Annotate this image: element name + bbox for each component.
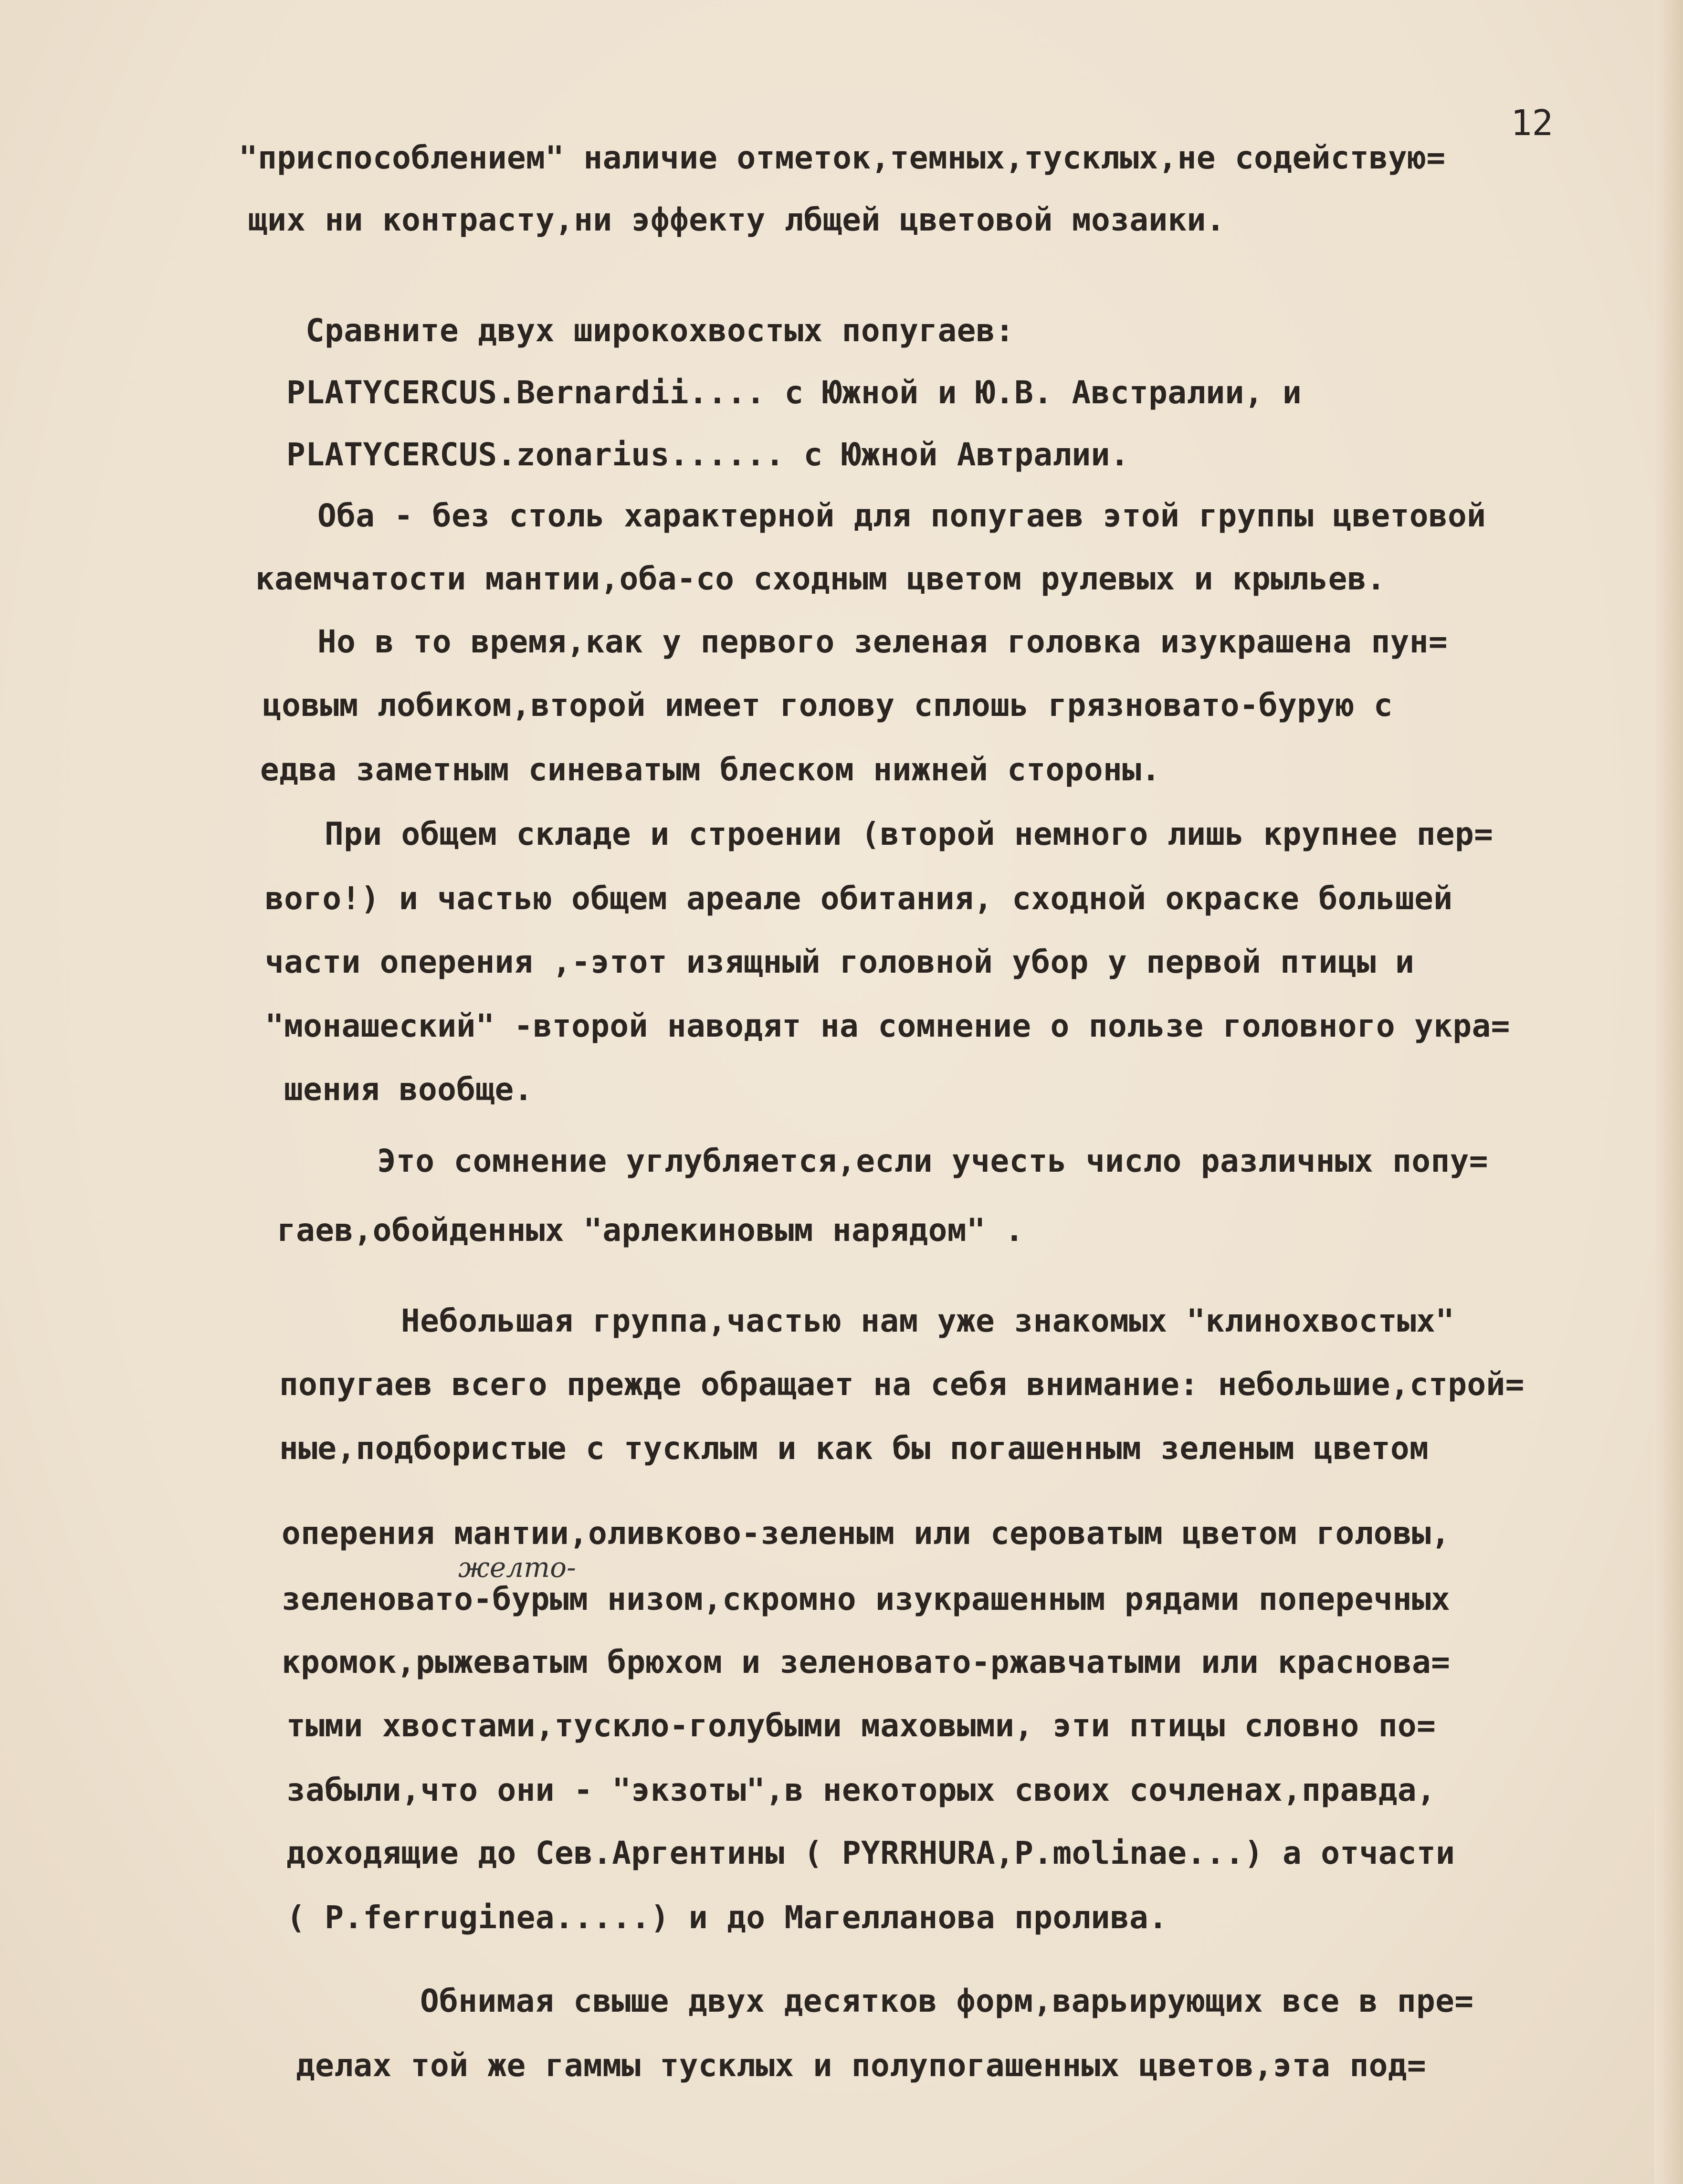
- text-line: ( P.ferruginea.....) и до Магелланова пролива.: [286, 1899, 1168, 1936]
- text-line: кромок,рыжеватым брюхом и зеленовато-ржавчатыми или краснова=: [282, 1644, 1451, 1680]
- text-line: каемчатости мантии,оба-со сходным цветом рулевых и крыльев.: [255, 560, 1386, 597]
- text-line: доходящие до Сев.Аргентины ( PYRRHURA,P.molinae...) а отчасти: [286, 1835, 1455, 1871]
- paper-edge: [1654, 0, 1683, 2184]
- text-line: Обнимая свыше двух десятков форм,варьирующих все в пре=: [420, 1983, 1474, 2019]
- text-line: части оперения ,-этот изящный головной убор у первой птицы и: [265, 944, 1415, 980]
- text-line: Оба - без столь характерной для попугаев этой группы цветовой: [317, 497, 1486, 534]
- text-line: "монашеский" -второй наводят на сомнение о пользе головного укра=: [265, 1008, 1510, 1044]
- text-line: щих ни контрасту,ни эффекту лбщей цветовой мозаики.: [248, 201, 1225, 238]
- text-line: Небольшая группа,частью нам уже знакомых "клинохвостых": [401, 1302, 1455, 1339]
- text-line: тыми хвостами,тускло-голубыми маховыми, эти птицы словно по=: [286, 1707, 1436, 1744]
- text-line: "приспособлением" наличие отметок,темных,тусклых,не содействую=: [239, 139, 1446, 176]
- text-line: шения вообще.: [284, 1071, 533, 1108]
- text-line: забыли,что они - "экзоты",в некоторых своих сочленах,правда,: [286, 1772, 1436, 1808]
- text-line: вого!) и частью общем ареале обитания, сходной окраске большей: [265, 880, 1453, 917]
- text-line: гаев,обойденных "арлекиновым нарядом" .: [277, 1212, 1024, 1249]
- text-line: попугаев всего прежде обращает на себя внимание: небольшие,стрoй=: [279, 1366, 1525, 1403]
- text-line: зеленовато-бурым низом,скромно изукрашенным рядами поперечных: [282, 1581, 1451, 1617]
- text-line: При общем складе и строении (второй немного лишь крупнее пер=: [325, 816, 1494, 852]
- text-line: едва заметным синеватым блеском нижней стороны.: [260, 751, 1161, 788]
- text-line: цовым лобиком,второй имеет голову сплошь грязновато-бурую с: [263, 687, 1393, 724]
- text-line: оперения мантии,оливково-зеленым или сероватым цветом головы,: [282, 1515, 1451, 1552]
- page-number: 12: [1511, 103, 1554, 144]
- text-line: Сравните двух широкохвостых попугаев:: [305, 312, 1015, 349]
- text-line: Но в то время,как у первого зеленая головка изукрашена пун=: [317, 623, 1448, 660]
- text-line: PLATYCERCUS.zonarius...... с Южной Автралии.: [286, 436, 1129, 473]
- handwritten-insertion: желто-: [458, 1551, 576, 1584]
- text-line: ные,подбористые с тусклым и как бы погашенным зеленым цветом: [279, 1430, 1429, 1467]
- text-line: делах той же гаммы тусклых и полупогашенных цветов,эта под=: [296, 2047, 1426, 2084]
- text-line: Это сомнение углубляется,если учесть число различных попу=: [377, 1143, 1488, 1179]
- text-line: PLATYCERCUS.Bernardii.... с Южной и Ю.В. Австралии, и: [286, 374, 1302, 411]
